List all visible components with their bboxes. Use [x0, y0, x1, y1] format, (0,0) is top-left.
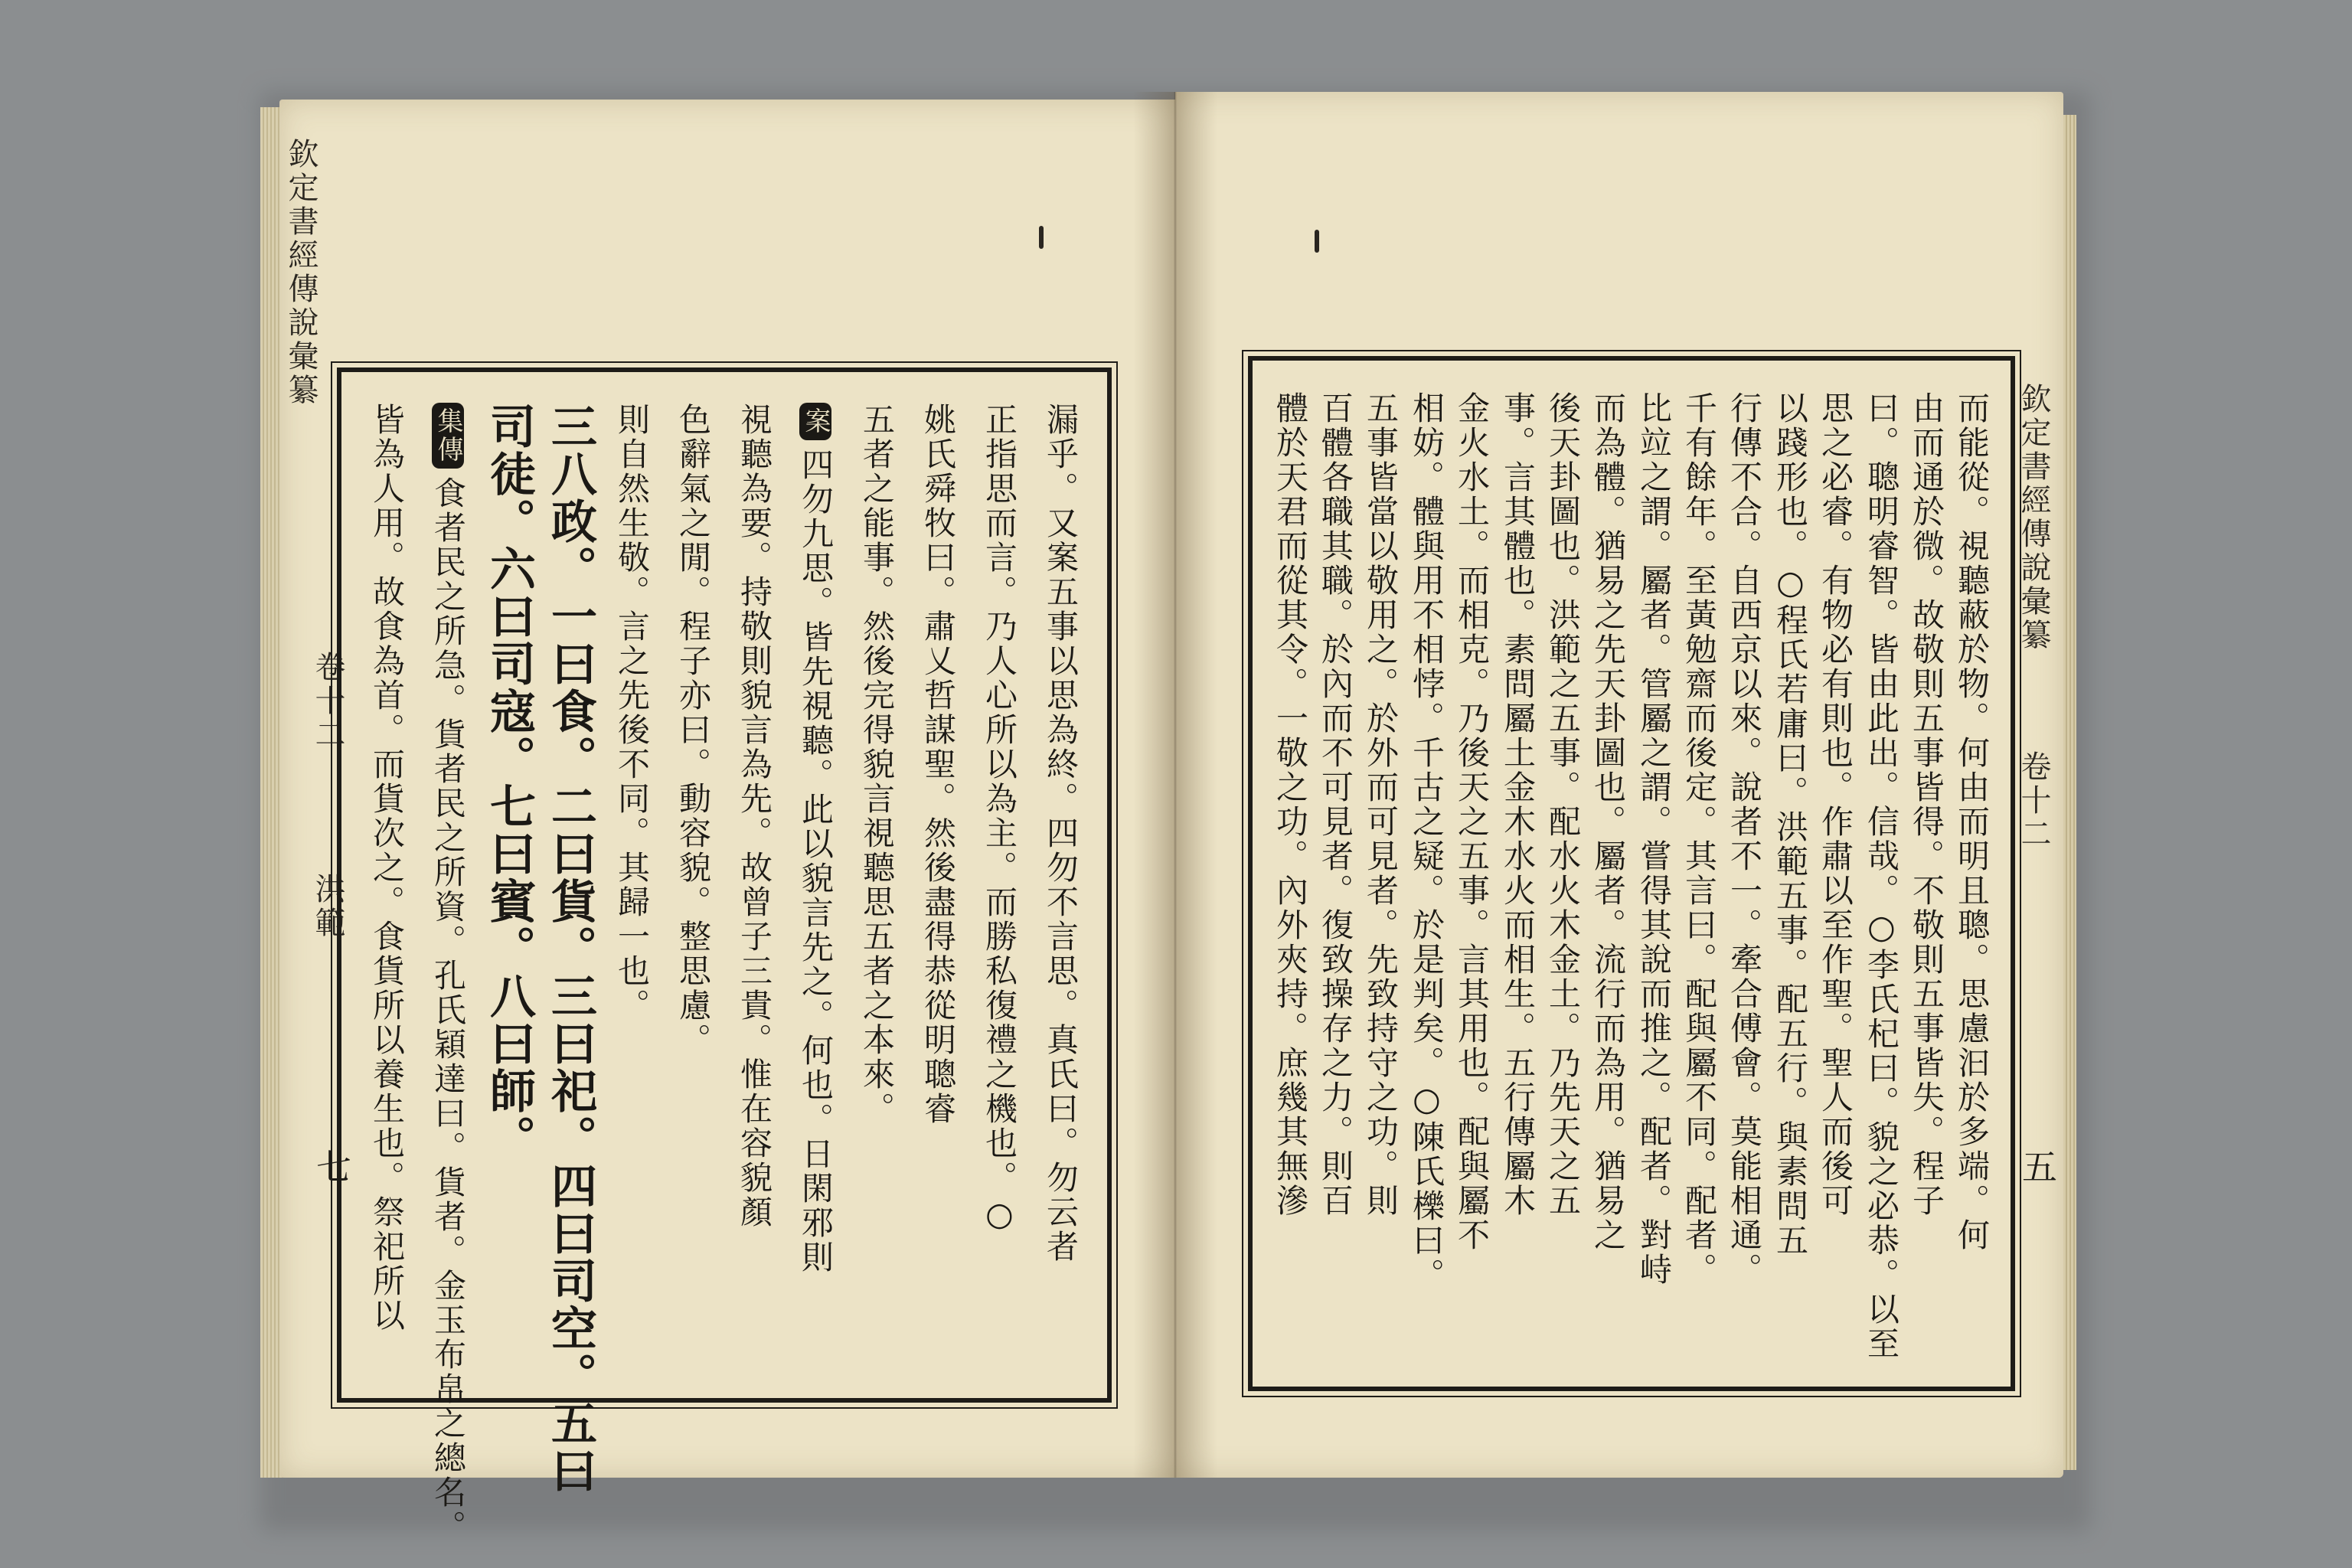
annotation-tag: 案 — [799, 403, 831, 440]
column-text: 四勿九思。皆先視聽。此以貌言先之。何也。日閑邪則 — [797, 448, 835, 1275]
column-text: 則自然生敬。言之先後不同。其歸一也。 — [613, 403, 651, 1023]
left-folio: 七 — [311, 1148, 352, 1184]
column-text: 千有餘年。至黃勉齋而後定。其言曰。配與屬不同。配者。 — [1681, 391, 1718, 1287]
text-column — [1453, 391, 1491, 1253]
text-column — [1817, 391, 1854, 1218]
column-text: 三八政。一曰食。二曰貨。三曰祀。四曰司空。五曰 — [544, 403, 597, 1494]
book-gutter — [1133, 92, 1217, 1478]
column-text: 正指思而言。乃人心所以為主。而勝私復禮之機也。○ — [981, 403, 1018, 1235]
annotation-tag: 集傳 — [432, 403, 464, 469]
text-column — [368, 403, 406, 1333]
text-column — [1362, 391, 1400, 1218]
text-column — [1272, 391, 1309, 1218]
text-column — [1317, 391, 1354, 1218]
text-column — [1408, 391, 1446, 1292]
column-text: 姚氏舜牧曰。肅乂哲謀聖。然後盡得恭從明聰睿 — [920, 403, 957, 1126]
column-text: 以踐形也。○程氏若庸曰。洪範五事。配五行。與素問五 — [1772, 391, 1809, 1258]
text-column — [797, 403, 835, 1275]
column-text: 色辭氣之閒。程子亦曰。動容貌。整思慮。 — [675, 403, 712, 1057]
text-column — [920, 403, 957, 1126]
text-column — [1589, 391, 1627, 1253]
column-text: 食者民之所急。貨者民之所資。孔氏穎達曰。貨者。金玉布帛之總名。 — [430, 476, 467, 1544]
column-text: 而能從。視聽蔽於物。何由而明且聰。思慮汩於多端。何 — [1953, 391, 1991, 1253]
column-text: 比竝之謂。屬者。管屬之謂。嘗得其說而推之。配者。對峙 — [1635, 391, 1673, 1287]
column-text: 思之必睿。有物必有則也。作肅以至作聖。聖人而後可 — [1817, 391, 1854, 1218]
binding-hole-mark — [1315, 230, 1319, 253]
column-text: 百體各職其職。於內而不可見者。復致操存之力。則百 — [1317, 391, 1354, 1218]
text-column — [675, 403, 712, 1057]
text-column — [858, 403, 896, 1126]
column-text: 事。言其體也。素問屬土金木水火而相生。五行傳屬木 — [1499, 391, 1537, 1218]
column-text: 視聽為要。持敬則貌言為先。故曾子三貴。惟在容貌顏 — [736, 403, 773, 1230]
right-folio: 五 — [2017, 1148, 2058, 1184]
column-text: 由而通於微。故敬則五事皆得。不敬則五事皆失。程子 — [1908, 391, 1945, 1218]
text-column — [981, 403, 1018, 1235]
column-text: 相妨。體與用不相悖。千古之疑。於是判矣。○陳氏櫟曰。 — [1408, 391, 1446, 1292]
text-column — [1908, 391, 1945, 1218]
right-margin-title: 欽定書經傳說彙纂 — [2016, 383, 2051, 652]
column-text: 體於天君而從其令。一敬之功。內外夾持。庶幾其無滲 — [1272, 391, 1309, 1218]
text-column — [1681, 391, 1718, 1287]
text-column — [482, 403, 536, 1162]
text-column — [1635, 391, 1673, 1287]
text-column — [1772, 391, 1809, 1258]
column-text: 漏乎。又案五事以思為終。四勿不言思。真氏曰。勿云者 — [1042, 403, 1080, 1264]
text-column — [1726, 391, 1763, 1287]
column-text: 五者之能事。然後完得貌言視聽思五者之本來。 — [858, 403, 896, 1126]
column-text: 五事皆當以敬用之。於外而可見者。先致持守之功。則 — [1362, 391, 1400, 1218]
binding-hole-mark — [1039, 226, 1044, 249]
column-text: 行傳不合。自西京以來。說者不一。牽合傅會。莫能相通。 — [1726, 391, 1763, 1287]
column-text: 金火水土。而相克。乃後天之五事。言其用也。配與屬不 — [1453, 391, 1491, 1253]
column-text: 皆為人用。故食為首。而貨次之。食貨所以養生也。祭祀所以 — [368, 403, 406, 1333]
left-margin-title: 欽定書經傳說彙纂 — [283, 138, 318, 407]
text-column — [1544, 391, 1582, 1218]
text-column — [430, 403, 467, 1544]
text-column — [1042, 403, 1080, 1264]
column-text: 司徒。六曰司寇。七曰賓。八曰師。 — [482, 403, 536, 1162]
text-column — [544, 403, 597, 1494]
right-margin-volume: 卷十二 — [2016, 750, 2051, 851]
column-text: 而為體。猶易之先天卦圖也。屬者。流行而為用。猶易之 — [1589, 391, 1627, 1253]
text-column — [1499, 391, 1537, 1218]
column-text: 後天卦圖也。洪範之五事。配水火木金土。乃先天之五 — [1544, 391, 1582, 1218]
left-margin-volume: 卷十二 — [310, 651, 345, 752]
text-column — [1863, 391, 1900, 1361]
left-margin-section: 洪範 — [310, 873, 345, 940]
text-column — [613, 403, 651, 1023]
text-column — [736, 403, 773, 1230]
left-text-frame — [337, 368, 1112, 1544]
column-text: 曰。聰明睿智。皆由此出。信哉。○李氏杞曰。貌之必恭。以至 — [1863, 391, 1900, 1361]
text-column — [1953, 391, 1991, 1253]
right-text-frame — [1248, 356, 2015, 1391]
